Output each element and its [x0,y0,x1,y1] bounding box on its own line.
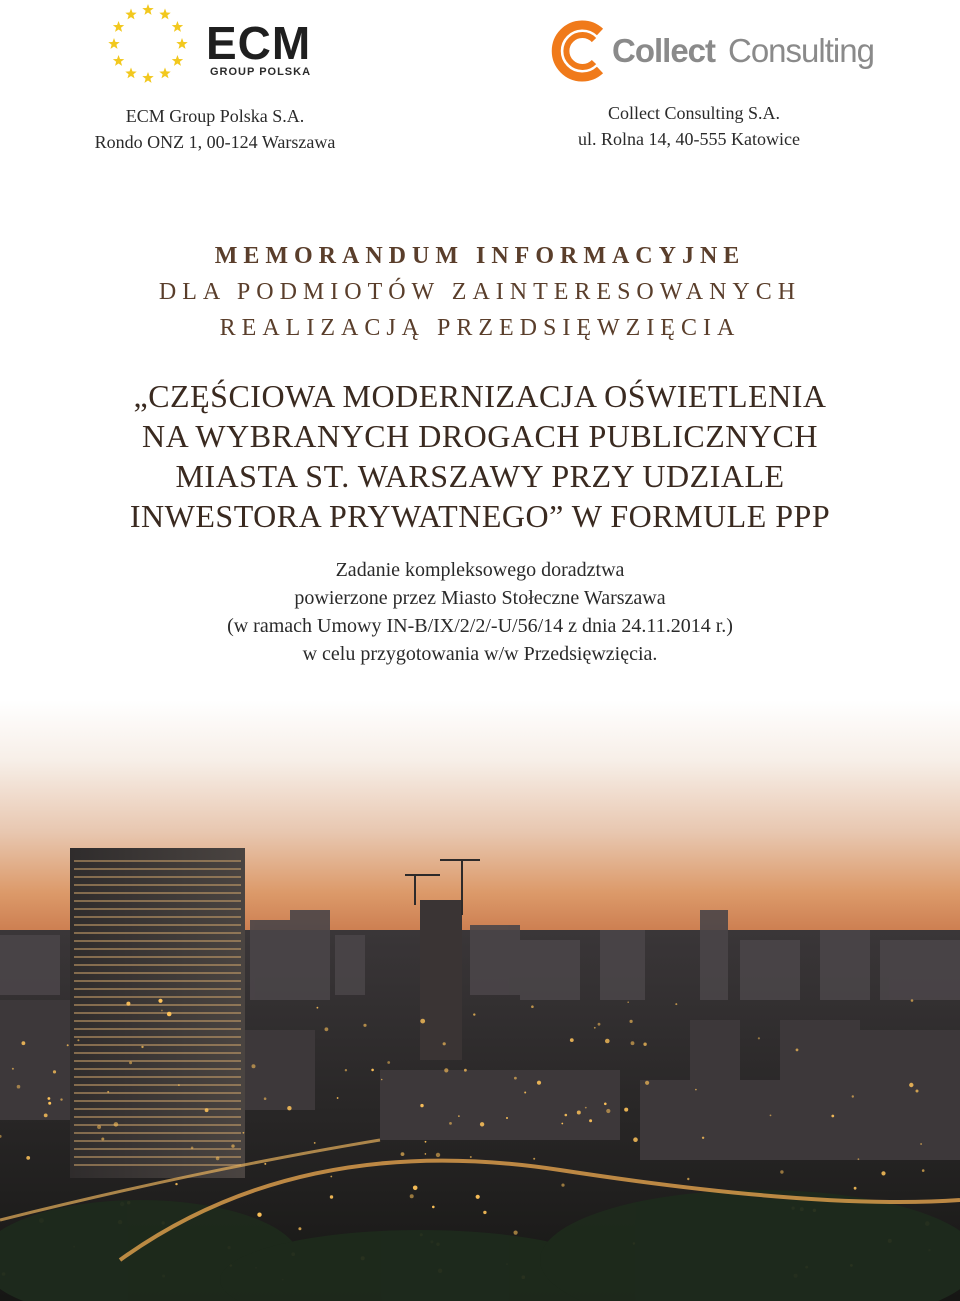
star-icon [172,21,183,32]
document-title [0,376,960,536]
description-line-2: powierzone przez Miasto Stołeczne Warszawa [294,587,666,609]
title-line-2: NA WYBRANYCH DROGACH PUBLICZNYCH [142,418,818,454]
collect-wordmark: Collect [612,32,716,69]
memorandum-line-3: REALIZACJĄ PRZEDSIĘWZIĘCIA [219,315,741,341]
ecm-company-name: ECM Group Polska S.A. [125,106,305,126]
ecm-subtitle: GROUP POLSKA [210,66,312,78]
ecm-street: Rondo ONZ 1, 00-124 Warszawa [94,132,336,152]
title-line-3: MIASTA ST. WARSZAWY PRZY UDZIALE [175,458,785,494]
collect-street: ul. Rolna 14, 40-555 Katowice [578,129,800,149]
star-icon [125,9,136,20]
description-line-4: w celu przygotowania w/w Przedsięwzięcia. [302,643,658,665]
star-icon [108,38,119,49]
star-icon [125,67,136,78]
star-icon [113,55,124,66]
collect-address [560,100,890,152]
star-icon [159,67,170,78]
star-icon [176,38,187,49]
description-line-1: Zadanie kompleksowego doradztwa [335,559,625,581]
eu-stars-icon [100,0,200,92]
collect-consulting-logo [548,18,878,88]
star-icon [172,55,183,66]
description-line-3: (w ramach Umowy IN-B/IX/2/2/-U/56/14 z dnia 24.11.2014 r.) [227,615,733,637]
title-line-1: „CZĘŚCIOWA MODERNIZACJA OŚWIETLENIA [133,378,827,414]
ecm-address [40,103,390,155]
warsaw-skyline-photo [0,700,960,1301]
collect-company-name: Collect Consulting S.A. [608,103,781,123]
memorandum-heading [0,238,960,346]
star-icon [113,21,124,32]
consulting-wordmark: Consulting [728,32,874,69]
star-icon [142,4,153,15]
title-line-4: INWESTORA PRYWATNEGO” W FORMULE PPP [129,498,831,534]
star-icon [142,72,153,83]
collect-c-icon [548,18,614,84]
memorandum-line-1: MEMORANDUM INFORMACYJNE [214,243,746,269]
document-description [0,556,960,668]
star-icon [159,9,170,20]
ecm-wordmark: ECM [206,17,312,69]
memorandum-line-2: DLA PODMIOTÓW ZAINTERESOWANYCH [158,279,802,305]
ecm-logo [100,0,330,92]
